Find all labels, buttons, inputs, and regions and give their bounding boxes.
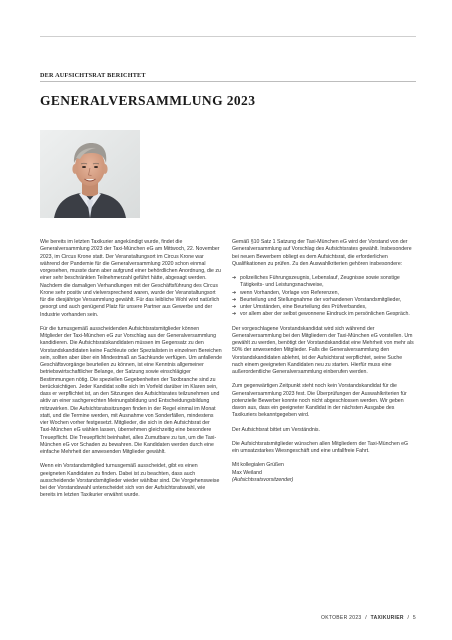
footer-separator: / [407,615,410,621]
arrow-icon: ➔ [232,289,237,296]
signer-role: (Aufsichtsratsvorsitzender) [232,476,294,483]
magazine-name: TAXIKURIER [370,615,404,621]
paragraph: Die Aufsichtsratsmitglieder wünschen allen Mitgliedern der Taxi-München eG ein umsatzstarkes Wiesngeschäft und eine unfallfreie Fahrt. [232,440,409,454]
list-item [232,311,414,318]
arrow-icon: ➔ [232,275,237,281]
paragraph: Der Aufsichtsrat bittet um Verständnis. [232,426,320,433]
paragraph: Wie bereits im letzten Taxikurier angekündigt wurde, findet die Generalversammlung 2023 der Taxi-München eG am Mittwoch, 22. November 2023, im Circus Krone statt. Der Veranstaltungsort im Circus Krone war während der Pandemie für die Generalversammlung 2020 schon einmal vorgesehen, musste dann aber aufgrund einer behördlichen Anordnung, die zu einer sehr beschränkten Teilnehmerzahl geführt hätte, abgesagt werden. Nachdem die damaligen Verhandlungen mit der Geschäftsführung des Circus Krone sehr positiv und vielversprechend waren, wurde der Veranstaltungsort für die diesjährige Versammlung gewählt. Für das leibliche Wohl wird natürlich gesorgt und auch genügend Platz für unsere Partner aus Gewerbe und der Industrie vorhanden sein. [40,239,221,318]
arrow-icon: ➔ [232,311,237,318]
paragraph: Wenn ein Vorstandsmitglied turnusgemäß ausscheidet, gibt es einen geeigneten Kandidaten zu finden. Dabei ist zu beachten, dass auch ausscheidende Vorstandsmitglieder wieder wählbar sind. Die Vorgehensweise bei der Vorstandswahl unterscheidet sich von der Aufsichtsratswahl, wie bereits im letzten Taxikurier erwähnt wurde. [40,463,220,499]
list-item-text: polizeiliches Führungszeugnis, Lebenslauf, Zeugnisse sowie sonstige Tätigkeits- und Leistungsnachweise, [240,275,400,289]
arrow-icon: ➔ [232,304,237,310]
list-item [232,304,414,311]
signer-name: Max Weiland [232,469,262,476]
signature-block [232,462,414,484]
list-item [232,275,414,290]
paragraph: Für die turnusgemäß ausscheidenden Aufsichtsratsmitglieder können Mitglieder der Taxi-München eG zur Vorschlag aus der Generalversammlung kandidieren. Die Aufsichtsratskandidaten müssen im Gegensatz zu den Vorstandskandidaten keine Fachleute oder Spezialisten in einzelnen Bereichen sein, sollten aber über ein Mindestmaß an Sachkunde verfügen. Um anfallende Geschäftsvorgänge beurteilen zu können, ist eine Kenntnis allgemeiner betriebswirtschaftlicher Belange, der Satzung sowie einschlägiger Bestimmungen nötig. Die speziellen Gegebenheiten der Taxibranche sind zu berücksichtigen. Jeder Kandidat sollte sich im Vorfeld darüber im Klaren sein, dass er verpflichtet ist, an den Sitzungen des Aufsichtsrates teilzunehmen und aktiv an einer sachgerechten Meinungsbildung und Entscheidungsbildung mitzuwirken. Die Aufsichtsratssitzungen finden in der Regel einmal im Monat statt, und die Termine werden, mit Ausnahme von Sonderfällen, mindestens vier Wochen vorher festgesetzt. Mitglieder, die sich in den Aufsichtsrat der Taxi-München eG wählen lassen, übernehmen gleichzeitig eine besondere Treuepflicht. Die Treuepflicht beinhaltet, alles Zumutbare zu tun, um die Taxi-München eG vor Schaden zu bewahren. Die Kandidaten werden durch eine einfache Mehrheit der anwesenden Mitglieder gewählt. [40,325,222,455]
section-rule [40,81,416,82]
page-footer [321,615,416,621]
list-item [232,297,414,304]
article-title: GENERALVERSAMMLUNG 2023 [40,93,256,108]
top-rule [40,36,416,37]
left-column [40,239,222,507]
section-label: DER AUFSICHTSRAT BERICHTET [40,72,146,79]
list-item [232,290,414,297]
portrait-photo [40,130,140,218]
page-number: 5 [412,615,416,621]
arrow-icon: ➔ [232,296,237,303]
list-item-text: wenn Vorhanden, Vorlage von Referenzen, [240,289,339,296]
list-item-text: unter Umständen, eine Beurteilung des Prüfverbandes, [240,304,367,310]
list-item-text: vor allem aber der selbst gewonnene Eindruck im persönlichen Gespräch. [240,311,410,318]
footer-separator: / [365,615,367,621]
paragraph: Der vorgeschlagene Vorstandskandidat wird sich während der Generalversammlung bei den Mitgliedern der Taxi-München eG vorstellen. Um gewählt zu werden, benötigt der Vorstandskandidat eine Mehrheit von mehr als 50% der anwesenden Mitglieder. Falls die Generalversammlung den Vorstandskandidaten ablehnt, ist der Aufsichtsrat verpflichtet, seine Suche nach einem geeigneten Kandidaten neu zu starten. Hierfür muss eine außerordentliche Generalversammlung einberufen werden. [232,325,414,375]
paragraph: Gemäß §10 Satz 1 Satzung der Taxi-München eG wird der Vorstand von der Generalversammlung auf Vorschlag des Aufsichtsrates gewählt. Insbesondere bei neuen Bewerbern obliegt es dem Aufsichtsrat, die erforderlichen Qualifikationen zu prüfen. Zu den Auswahlkriterien gehören insbesondere: [232,239,412,267]
issue-date: OKTOBER 2023 [321,615,362,621]
right-column [232,239,414,484]
paragraph: Zum gegenwärtigen Zeitpunkt steht noch kein Vorstandskandidat für die Generalversammlung 2023 fest. Die Überprüfungen der Auswahlkriterien für potenzielle Bewerber konnte noch nicht abgeschlossen werden. Wir geben davon aus, dass ein geeigneter Kandidat in der nächsten Ausgabe des Taxikuriers bekanntgegeben wird. [232,383,407,419]
closing-line: Mit kollegialen Grüßen [232,462,284,469]
list-item-text: Beurteilung und Stellungnahme der vorhandenen Vorstandsmitglieder, [240,296,402,303]
criteria-list [232,275,414,319]
